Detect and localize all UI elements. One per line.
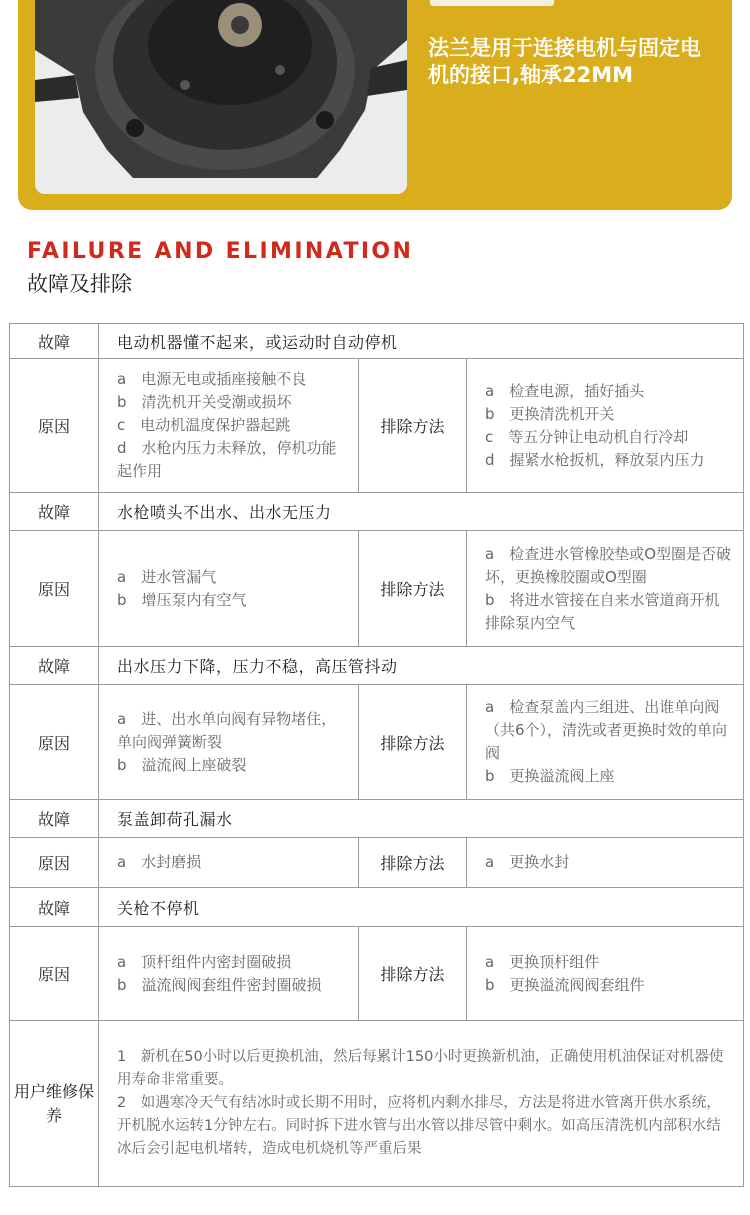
fix-item: a 更换顶杆组件 (485, 952, 600, 971)
fault-row (10, 888, 744, 927)
fault-row (10, 800, 744, 838)
fault-title: 出水压力下降，压力不稳，高压管抖动 (99, 647, 744, 685)
cause-item: d 水枪内压力未释放，停机功能起作用 (117, 439, 337, 480)
cause-item: a 电源无电或插座接触不良 (117, 370, 307, 388)
section-heading-cn: 故障及排除 (27, 272, 132, 296)
cause-item: c 电动机温度保护器起跳 (117, 416, 291, 434)
fault-label: 故障 (10, 647, 99, 685)
cause-row (10, 927, 744, 1021)
cause-row (10, 685, 744, 800)
cause-item: a 水封磨损 (117, 853, 202, 871)
fix-label: 排除方法 (359, 359, 467, 493)
reason-label: 原因 (10, 531, 99, 647)
maintenance-row (10, 1021, 744, 1187)
fault-label: 故障 (10, 888, 99, 927)
motor-flange-image (35, 0, 407, 194)
fault-title: 电动机器懂不起来，或运动时自动停机 (99, 324, 744, 359)
reason-label: 原因 (10, 685, 99, 800)
cause-item: b 溢流阀上座破裂 (117, 755, 247, 774)
fix-item: c 等五分钟让电动机自行冷却 (485, 427, 689, 446)
fix-list (467, 359, 744, 493)
cause-item: a 进、出水单向阀有异物堵住，单向阀弹簧断裂 (117, 709, 337, 751)
fix-list (467, 927, 744, 1021)
fault-row (10, 647, 744, 685)
cause-list (99, 838, 359, 888)
fix-item: a 检查电源，插好插头 (485, 381, 645, 400)
fault-label: 故障 (10, 493, 99, 531)
section-heading-en: FAILURE AND ELIMINATION (27, 239, 414, 264)
fix-item: b 更换溢流阀阀套组件 (485, 975, 645, 994)
fix-label: 排除方法 (359, 685, 467, 800)
cause-item: a 顶杆组件内密封圈破损 (117, 952, 292, 971)
reason-label: 原因 (10, 359, 99, 493)
fix-item: b 将进水管接在自来水管道商开机排除泵内空气 (485, 590, 720, 632)
fault-label: 故障 (10, 324, 99, 359)
fix-list (467, 838, 744, 888)
maintenance-text (99, 1021, 744, 1187)
cause-row (10, 359, 744, 493)
fault-row (10, 324, 744, 359)
maintenance-item: 2 如遇寒冷天气有结冰时或长期不用时，应将机内剩水排尽，方法是将进水管离开供水系统，开机脱水运转1分钟左右。同时拆下进水管与出水管以排尽管中剩水。如高压清洗机内部积水结冰后会引起电机堵转，造成电机烧机等严重后果 (117, 1095, 721, 1157)
fix-item: b 更换清洗机开关 (485, 404, 615, 423)
cause-item: a 进水管漏气 (117, 567, 217, 586)
fault-title: 水枪喷头不出水、出水无压力 (99, 493, 744, 531)
reason-label: 原因 (10, 927, 99, 1021)
fix-item: b 更换溢流阀上座 (485, 767, 615, 785)
fix-label: 排除方法 (359, 531, 467, 647)
fault-label: 故障 (10, 800, 99, 838)
cause-row (10, 531, 744, 647)
maintenance-label: 用户维修保养 (10, 1021, 99, 1187)
cause-item: b 溢流阀阀套组件密封圈破损 (117, 975, 322, 994)
fix-label: 排除方法 (359, 838, 467, 888)
fault-row (10, 493, 744, 531)
maintenance-item: 1 新机在50小时以后更换机油，然后每累计150小时更换新机油，正确使用机油保证对机器使用寿命非常重要。 (117, 1049, 724, 1088)
product-photo (35, 0, 407, 194)
cause-list (99, 531, 359, 647)
fix-list (467, 685, 744, 800)
banner-caption: 法兰是用于连接电机与固定电机的接口,轴承22MM (428, 36, 701, 87)
fix-label: 排除方法 (359, 927, 467, 1021)
cause-list (99, 927, 359, 1021)
fix-list (467, 531, 744, 647)
banner-title-bar (430, 0, 554, 6)
cause-list (99, 359, 359, 493)
fix-item: a 检查进水管橡胶垫或O型圈是否破坏，更换橡胶圈或O型圈 (485, 544, 732, 586)
fault-title: 关枪不停机 (99, 888, 744, 927)
troubleshooting-table (9, 323, 744, 1187)
cause-item: b 清洗机开关受潮或损坏 (117, 393, 292, 411)
fix-item: d 握紧水枪扳机，释放泵内压力 (485, 450, 705, 469)
fix-item: a 检查泵盖内三组进、出谁单向阀（共6个），清洗或者更换时效的单向阀 (485, 698, 728, 762)
fault-title: 泵盖卸荷孔漏水 (99, 800, 744, 838)
fix-item: a 更换水封 (485, 853, 570, 871)
cause-row (10, 838, 744, 888)
cause-item: b 增压泵内有空气 (117, 590, 247, 609)
reason-label: 原因 (10, 838, 99, 888)
cause-list (99, 685, 359, 800)
